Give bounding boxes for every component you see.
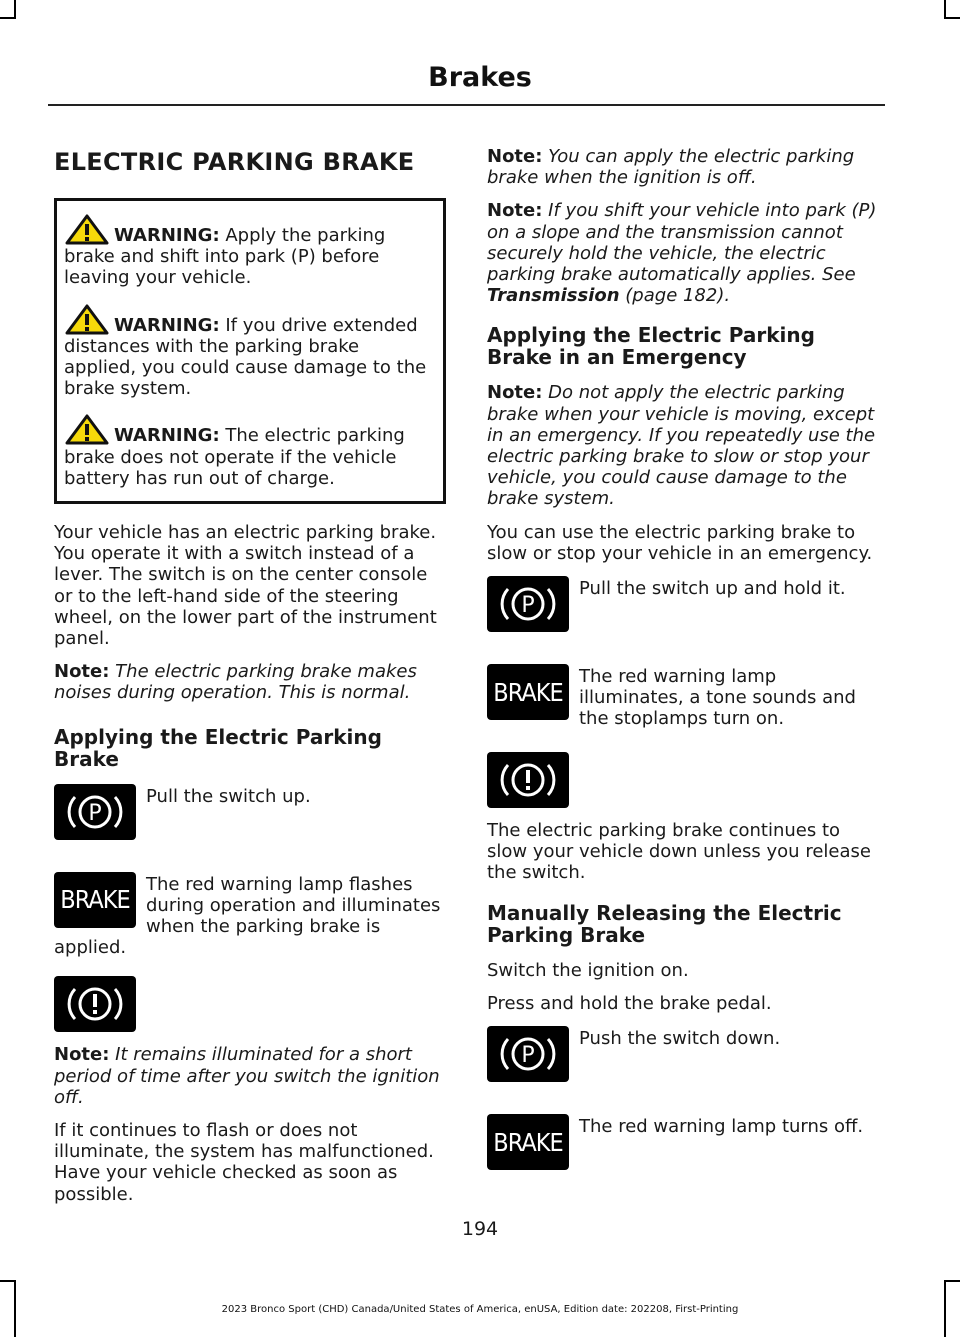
brake-warning-lamp-icon: BRAKE [54, 872, 136, 928]
warning-label: WARNING: [114, 425, 220, 447]
note [487, 200, 879, 306]
warning-item [64, 413, 435, 489]
step-text: Pull the switch up. [146, 785, 311, 807]
subheading: Applying the Electric Parking Brake [54, 724, 382, 771]
note [487, 382, 879, 509]
step-row [487, 1026, 879, 1096]
svg-text:P: P [88, 800, 102, 826]
note-text: Do not apply the electric parking brake when your vehicle is moving, except in an emergency. If you repeatedly use the electric parking brake to slow or stop your vehicle, you could cause damage to the brake system. [487, 382, 876, 510]
crop-mark [14, 0, 16, 18]
left-column [54, 146, 446, 1217]
note [54, 1044, 446, 1108]
step-text: Push the switch down. [579, 1028, 781, 1050]
emergency-intro: You can use the electric parking brake to slow or stop your vehicle in an emergency. [487, 521, 873, 564]
intro-paragraph: Your vehicle has an electric parking brake. You operate it with a switch instead of a lever. The switch is on the center console or to the left-hand side of the steering wheel, on the lower part of the instrument panel. [54, 522, 437, 650]
warning-text: Apply the parking brake and shift into park (P) before leaving your vehicle. [64, 225, 386, 289]
brake-exclamation-icon [487, 752, 569, 808]
note [54, 661, 446, 703]
note-label: Note: [487, 382, 543, 404]
release-step: Switch the ignition on. [487, 959, 689, 981]
note-label: Note: [54, 661, 110, 683]
warning-text: The electric parking brake does not operate if the vehicle battery has run out of charge. [64, 425, 405, 489]
page-reference: (page 182). [619, 285, 731, 307]
step-text: The red warning lamp illuminates, a tone sounds and the stoplamps turn on. [579, 666, 856, 730]
warning-item [64, 213, 435, 289]
brake-warning-lamp-icon: BRAKE [487, 664, 569, 720]
icon-row [487, 752, 879, 808]
note-text: You can apply the electric parking brake when the ignition is off. [487, 146, 855, 189]
warning-triangle-icon [64, 413, 110, 445]
step-row [487, 664, 879, 734]
step-row [54, 784, 446, 854]
parking-brake-p-icon [487, 1026, 569, 1082]
malfunction-paragraph: If it continues to flash or does not illuminate, the system has malfunctioned. Have your vehicle checked as soon as possible. [54, 1120, 434, 1205]
header-divider [48, 104, 885, 106]
note-label: Note: [54, 1044, 110, 1066]
step-row [54, 872, 446, 959]
svg-text:P: P [521, 593, 535, 619]
step-text: The red warning lamp flashes during operation and illuminates when the parking brake is applied. [54, 873, 441, 959]
warning-label: WARNING: [114, 225, 220, 246]
crop-mark [0, 1280, 16, 1282]
warning-triangle-icon [64, 213, 110, 245]
subheading: Manually Releasing the Electric Parking Brake [487, 900, 842, 947]
transmission-link[interactable]: Transmission [487, 285, 620, 307]
parking-brake-p-icon [487, 576, 569, 632]
warning-text: If you drive extended distances with the parking brake applied, you could cause damage to the brake system. [64, 314, 427, 400]
release-step: Press and hold the brake pedal. [487, 992, 772, 1014]
brake-warning-lamp-icon: BRAKE [487, 1114, 569, 1170]
note-text: If you shift your vehicle into park (P) on a slope and the transmission cannot securely hold the vehicle, the electric parking brake automatically applies. See [487, 200, 877, 286]
crop-mark [944, 1280, 960, 1282]
step-row [487, 1114, 879, 1184]
right-column [487, 146, 879, 1202]
page-number: 194 [461, 1218, 499, 1240]
warning-triangle-icon [64, 303, 110, 335]
subheading: Applying the Electric Parking Brake in an Emergency [487, 323, 815, 370]
note-label: Note: [487, 146, 543, 167]
parking-brake-p-icon [54, 784, 136, 840]
page-title: Brakes [428, 62, 532, 93]
icon-row [54, 976, 446, 1032]
warning-label: WARNING: [114, 314, 220, 336]
step-text: The red warning lamp turns off. [579, 1116, 864, 1138]
section-heading: ELECTRIC PARKING BRAKE [54, 148, 415, 176]
crop-mark [944, 0, 946, 18]
crop-mark [944, 17, 960, 19]
warning-box [54, 198, 446, 504]
note-text: The electric parking brake makes noises during operation. This is normal. [54, 661, 417, 704]
footer: 2023 Bronco Sport (CHD) Canada/United States of America, enUSA, Edition date: 202208, First-Printing [221, 1304, 739, 1315]
note-text: It remains illuminated for a short period of time after you switch the ignition off. [54, 1044, 440, 1108]
emergency-continue: The electric parking brake continues to slow your vehicle down unless you release the switch. [487, 820, 871, 884]
note-label: Note: [487, 200, 543, 222]
note [487, 146, 879, 188]
svg-text:P: P [521, 1043, 535, 1069]
step-row [487, 576, 879, 646]
step-text: Pull the switch up and hold it. [579, 578, 846, 600]
crop-mark [0, 17, 16, 19]
warning-item [64, 303, 435, 400]
brake-exclamation-icon [54, 976, 136, 1032]
